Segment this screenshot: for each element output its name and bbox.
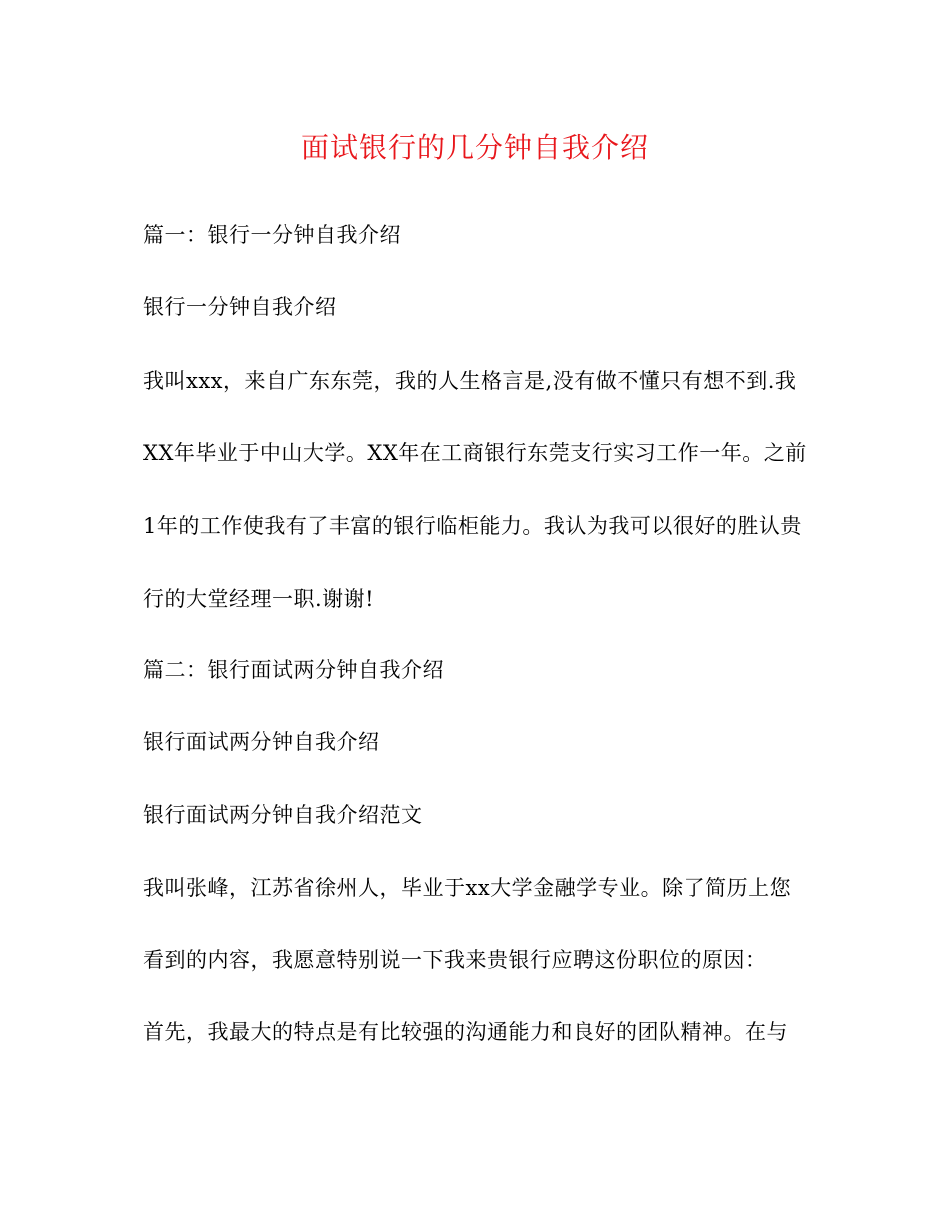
paragraph-line: 我叫张峰，江苏省徐州人，毕业于xx大学金融学专业。除了简历上您 xyxy=(143,876,792,900)
section-heading-1: 篇一：银行一分钟自我介绍 xyxy=(143,223,401,247)
paragraph-line: 1年的工作使我有了丰富的银行临柜能力。我认为我可以很好的胜认贵 xyxy=(143,514,802,538)
paragraph-line: 看到的内容，我愿意特别说一下我来贵银行应聘这份职位的原因： xyxy=(143,948,767,972)
subheading-3: 银行面试两分钟自我介绍范文 xyxy=(143,803,423,827)
paragraph-line: XX年毕业于中山大学。XX年在工商银行东莞支行实习工作一年。之前 xyxy=(143,441,807,465)
subheading-1: 银行一分钟自我介绍 xyxy=(143,295,337,319)
section-heading-2: 篇二：银行面试两分钟自我介绍 xyxy=(143,658,444,682)
paragraph-line: 我叫xxx，来自广东东莞，我的人生格言是,没有做不懂只有想不到.我 xyxy=(143,369,797,393)
subheading-2: 银行面试两分钟自我介绍 xyxy=(143,730,380,754)
paragraph-line: 首先，我最大的特点是有比较强的沟通能力和良好的团队精神。在与 xyxy=(143,1020,788,1044)
document-title: 面试银行的几分钟自我介绍 xyxy=(300,131,649,164)
paragraph-line: 行的大堂经理一职.谢谢! xyxy=(143,587,375,611)
